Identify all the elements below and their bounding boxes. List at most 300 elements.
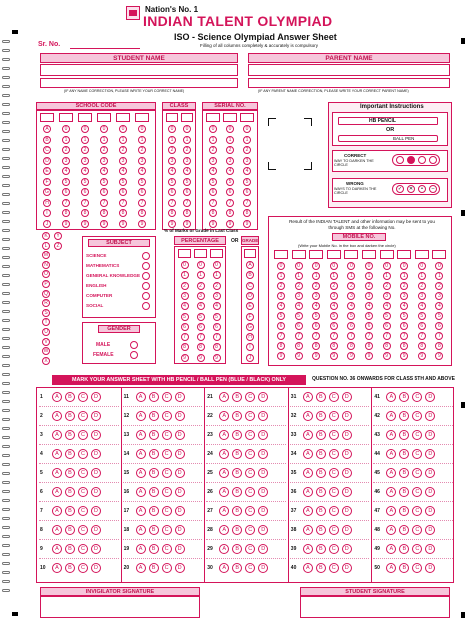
answer-bubble[interactable]: D xyxy=(425,487,435,497)
mobile-bubble[interactable]: 6 xyxy=(347,322,355,330)
mobile-bubble[interactable]: 1 xyxy=(400,272,408,280)
answer-bubble[interactable]: C xyxy=(245,487,255,497)
answer-bubble[interactable]: C xyxy=(412,506,422,516)
answer-bubble[interactable]: B xyxy=(399,411,409,421)
serial-bubble[interactable]: 9 xyxy=(226,220,234,228)
serial-bubble[interactable]: 6 xyxy=(209,188,217,196)
answer-bubble[interactable]: A xyxy=(52,563,62,573)
serial-bubble[interactable]: 1 xyxy=(209,136,217,144)
mobile-bubble[interactable]: 4 xyxy=(418,302,426,310)
school-code-bubble[interactable]: E xyxy=(43,167,51,175)
answer-bubble[interactable]: D xyxy=(175,506,185,516)
answer-bubble[interactable]: C xyxy=(78,525,88,535)
answer-bubble[interactable]: A xyxy=(219,563,229,573)
invigilator-signature-field[interactable] xyxy=(40,596,200,618)
answer-bubble[interactable]: C xyxy=(245,468,255,478)
serial-bubble[interactable]: 2 xyxy=(243,146,251,154)
alphabet-bubble[interactable]: L xyxy=(42,242,50,250)
class-bubble[interactable]: 9 xyxy=(183,220,191,228)
answer-bubble[interactable]: B xyxy=(399,468,409,478)
mobile-bubble[interactable]: 1 xyxy=(435,272,443,280)
answer-bubble[interactable]: C xyxy=(329,411,339,421)
serial-bubble[interactable]: 5 xyxy=(226,178,234,186)
answer-bubble[interactable]: C xyxy=(329,544,339,554)
mobile-bubble[interactable]: 3 xyxy=(418,292,426,300)
mobile-bubble[interactable]: 2 xyxy=(365,282,373,290)
serial-bubble[interactable]: 0 xyxy=(243,125,251,133)
answer-bubble[interactable]: A xyxy=(52,392,62,402)
answer-bubble[interactable]: B xyxy=(149,525,159,535)
answer-bubble[interactable]: C xyxy=(78,506,88,516)
answer-bubble[interactable]: B xyxy=(149,563,159,573)
answer-bubble[interactable]: C xyxy=(412,430,422,440)
answer-bubble[interactable]: A xyxy=(386,430,396,440)
mobile-bubble[interactable]: 3 xyxy=(295,292,303,300)
answer-bubble[interactable]: B xyxy=(149,506,159,516)
mobile-bubble[interactable]: 5 xyxy=(347,312,355,320)
mobile-bubble[interactable]: 6 xyxy=(277,322,285,330)
serial-bubble[interactable]: 2 xyxy=(209,146,217,154)
answer-bubble[interactable]: C xyxy=(162,468,172,478)
school-code-bubble[interactable]: 1 xyxy=(81,136,89,144)
answer-bubble[interactable]: C xyxy=(162,525,172,535)
school-code-bubble[interactable]: 3 xyxy=(119,157,127,165)
serial-bubble[interactable]: 3 xyxy=(209,157,217,165)
school-code-bubble[interactable]: 4 xyxy=(81,167,89,175)
school-code-bubble[interactable]: 7 xyxy=(81,199,89,207)
mobile-bubble[interactable]: 9 xyxy=(383,352,391,360)
answer-bubble[interactable]: D xyxy=(342,430,352,440)
grade-bubble[interactable]: J xyxy=(246,354,254,362)
grade-bubble[interactable]: B xyxy=(246,271,254,279)
mobile-bubble[interactable]: 5 xyxy=(312,312,320,320)
school-code-bubble[interactable]: 8 xyxy=(119,209,127,217)
answer-bubble[interactable]: D xyxy=(258,449,268,459)
class-bubble[interactable]: 0 xyxy=(168,125,176,133)
answer-bubble[interactable]: B xyxy=(316,506,326,516)
mobile-bubble[interactable]: 8 xyxy=(365,342,373,350)
answer-bubble[interactable]: C xyxy=(162,544,172,554)
serial-bubble[interactable]: 9 xyxy=(243,220,251,228)
answer-bubble[interactable]: B xyxy=(149,544,159,554)
mobile-bubble[interactable]: 3 xyxy=(365,292,373,300)
percentage-bubble[interactable]: 3 xyxy=(181,292,189,300)
mobile-bubble[interactable]: 4 xyxy=(330,302,338,310)
mobile-bubble[interactable]: 9 xyxy=(312,352,320,360)
answer-bubble[interactable]: D xyxy=(425,468,435,478)
mobile-bubble[interactable]: 1 xyxy=(312,272,320,280)
mobile-bubble[interactable]: 0 xyxy=(383,262,391,270)
mobile-bubble[interactable]: 2 xyxy=(418,282,426,290)
grade-bubble[interactable]: I xyxy=(246,343,254,351)
answer-bubble[interactable]: C xyxy=(245,563,255,573)
grade-bubble[interactable]: F xyxy=(246,313,254,321)
serial-entry-box[interactable] xyxy=(240,113,254,122)
answer-bubble[interactable]: A xyxy=(303,468,313,478)
school-code-bubble[interactable]: C xyxy=(43,146,51,154)
percentage-bubble[interactable]: 9 xyxy=(213,354,221,362)
mobile-bubble[interactable]: 0 xyxy=(418,262,426,270)
answer-bubble[interactable]: C xyxy=(245,449,255,459)
subject-bubble[interactable] xyxy=(142,252,150,260)
answer-bubble[interactable]: A xyxy=(386,525,396,535)
school-code-bubble[interactable]: 7 xyxy=(100,199,108,207)
mobile-bubble[interactable]: 1 xyxy=(295,272,303,280)
answer-bubble[interactable]: B xyxy=(232,563,242,573)
mobile-bubble[interactable]: 4 xyxy=(400,302,408,310)
percentage-bubble[interactable]: 6 xyxy=(213,323,221,331)
class-bubble[interactable]: 5 xyxy=(168,178,176,186)
parent-name-correction-field[interactable] xyxy=(248,78,450,88)
answer-bubble[interactable]: B xyxy=(149,392,159,402)
serial-bubble[interactable]: 1 xyxy=(243,136,251,144)
school-code-bubble[interactable]: 9 xyxy=(100,220,108,228)
answer-bubble[interactable]: C xyxy=(329,392,339,402)
class-bubble[interactable]: 2 xyxy=(168,146,176,154)
serial-bubble[interactable]: 7 xyxy=(226,199,234,207)
answer-bubble[interactable]: C xyxy=(329,430,339,440)
serial-bubble[interactable]: 4 xyxy=(243,167,251,175)
mobile-bubble[interactable]: 3 xyxy=(330,292,338,300)
mobile-bubble[interactable]: 0 xyxy=(330,262,338,270)
school-code-bubble[interactable]: B xyxy=(43,136,51,144)
mobile-bubble[interactable]: 7 xyxy=(295,332,303,340)
answer-bubble[interactable]: D xyxy=(175,392,185,402)
percentage-entry-box[interactable] xyxy=(178,249,191,258)
mobile-bubble[interactable]: 3 xyxy=(312,292,320,300)
answer-bubble[interactable]: D xyxy=(91,544,101,554)
alphabet-bubble[interactable]: S xyxy=(42,309,50,317)
answer-bubble[interactable]: D xyxy=(175,449,185,459)
answer-bubble[interactable]: B xyxy=(399,392,409,402)
serial-bubble[interactable]: 3 xyxy=(226,157,234,165)
mobile-entry-box[interactable] xyxy=(274,250,288,259)
answer-bubble[interactable]: B xyxy=(399,563,409,573)
answer-bubble[interactable]: C xyxy=(162,392,172,402)
serial-bubble[interactable]: 0 xyxy=(226,125,234,133)
school-code-bubble[interactable]: 0 xyxy=(62,125,70,133)
class-bubble[interactable]: 2 xyxy=(183,146,191,154)
answer-bubble[interactable]: D xyxy=(425,525,435,535)
answer-bubble[interactable]: D xyxy=(425,392,435,402)
answer-bubble[interactable]: D xyxy=(175,468,185,478)
grade-entry-box[interactable] xyxy=(244,249,256,258)
school-code-bubble[interactable]: 9 xyxy=(81,220,89,228)
percentage-bubble[interactable]: 0 xyxy=(213,261,221,269)
percentage-bubble[interactable]: 1 xyxy=(213,271,221,279)
serial-bubble[interactable]: 5 xyxy=(209,178,217,186)
answer-bubble[interactable]: A xyxy=(52,525,62,535)
answer-bubble[interactable]: D xyxy=(91,487,101,497)
mobile-entry-box[interactable] xyxy=(344,250,358,259)
answer-bubble[interactable]: C xyxy=(412,487,422,497)
answer-bubble[interactable]: A xyxy=(52,411,62,421)
alphabet-bubble[interactable]: O xyxy=(42,270,50,278)
answer-bubble[interactable]: B xyxy=(149,468,159,478)
class-bubble[interactable]: 0 xyxy=(183,125,191,133)
school-code-bubble[interactable]: 1 xyxy=(119,136,127,144)
school-code-bubble[interactable]: 2 xyxy=(62,146,70,154)
alphabet-bubble[interactable]: M xyxy=(43,252,49,259)
class-bubble[interactable]: 1 xyxy=(183,136,191,144)
answer-bubble[interactable]: D xyxy=(342,544,352,554)
serial-bubble[interactable]: 9 xyxy=(209,220,217,228)
mobile-bubble[interactable]: 6 xyxy=(400,322,408,330)
serial-entry-box[interactable] xyxy=(206,113,220,122)
mobile-bubble[interactable]: 9 xyxy=(295,352,303,360)
answer-bubble[interactable]: D xyxy=(258,392,268,402)
answer-bubble[interactable]: C xyxy=(78,392,88,402)
mobile-bubble[interactable]: 8 xyxy=(330,342,338,350)
answer-bubble[interactable]: C xyxy=(245,525,255,535)
school-code-entry-box[interactable] xyxy=(59,113,73,122)
answer-bubble[interactable]: D xyxy=(342,449,352,459)
answer-bubble[interactable]: D xyxy=(425,563,435,573)
percentage-bubble[interactable]: 7 xyxy=(213,333,221,341)
answer-bubble[interactable]: B xyxy=(232,544,242,554)
answer-bubble[interactable]: D xyxy=(425,449,435,459)
mobile-bubble[interactable]: 6 xyxy=(365,322,373,330)
school-code-bubble[interactable]: A xyxy=(43,125,51,133)
mobile-bubble[interactable]: 7 xyxy=(383,332,391,340)
answer-bubble[interactable]: A xyxy=(136,411,146,421)
mobile-bubble[interactable]: 5 xyxy=(400,312,408,320)
answer-bubble[interactable]: B xyxy=(149,411,159,421)
answer-bubble[interactable]: C xyxy=(329,449,339,459)
mobile-bubble[interactable]: 9 xyxy=(418,352,426,360)
answer-bubble[interactable]: C xyxy=(245,544,255,554)
answer-bubble[interactable]: D xyxy=(425,411,435,421)
mobile-bubble[interactable]: 4 xyxy=(435,302,443,310)
mobile-bubble[interactable]: 2 xyxy=(400,282,408,290)
mobile-bubble[interactable]: 0 xyxy=(400,262,408,270)
mobile-bubble[interactable]: 3 xyxy=(383,292,391,300)
answer-bubble[interactable]: A xyxy=(136,392,146,402)
mobile-bubble[interactable]: 2 xyxy=(383,282,391,290)
school-code-bubble[interactable]: 2 xyxy=(81,146,89,154)
mobile-bubble[interactable]: 7 xyxy=(435,332,443,340)
percentage-bubble[interactable]: 8 xyxy=(197,343,205,351)
answer-bubble[interactable]: A xyxy=(219,392,229,402)
class-bubble[interactable]: 7 xyxy=(183,199,191,207)
answer-bubble[interactable]: C xyxy=(78,468,88,478)
mobile-bubble[interactable]: 2 xyxy=(312,282,320,290)
mobile-entry-box[interactable] xyxy=(327,250,341,259)
mobile-bubble[interactable]: 3 xyxy=(435,292,443,300)
mobile-bubble[interactable]: 8 xyxy=(295,342,303,350)
serial-bubble[interactable]: 2 xyxy=(226,146,234,154)
mobile-bubble[interactable]: 7 xyxy=(365,332,373,340)
answer-bubble[interactable]: B xyxy=(316,544,326,554)
answer-bubble[interactable]: A xyxy=(386,487,396,497)
answer-bubble[interactable]: B xyxy=(149,430,159,440)
answer-bubble[interactable]: B xyxy=(316,449,326,459)
answer-bubble[interactable]: B xyxy=(65,506,75,516)
class-bubble[interactable]: 5 xyxy=(183,178,191,186)
answer-bubble[interactable]: A xyxy=(136,487,146,497)
class-bubble[interactable]: 3 xyxy=(168,157,176,165)
sr-no-field[interactable] xyxy=(70,40,140,49)
percentage-bubble[interactable]: 3 xyxy=(197,292,205,300)
school-code-bubble[interactable]: H xyxy=(43,199,51,207)
school-code-bubble[interactable]: 4 xyxy=(138,167,146,175)
serial-bubble[interactable]: 7 xyxy=(243,199,251,207)
mobile-bubble[interactable]: 4 xyxy=(277,302,285,310)
school-code-bubble[interactable]: F xyxy=(43,178,51,186)
school-code-bubble[interactable]: 6 xyxy=(62,188,70,196)
grade-bubble[interactable]: E xyxy=(246,302,254,310)
mobile-bubble[interactable]: 1 xyxy=(330,272,338,280)
answer-bubble[interactable]: A xyxy=(219,411,229,421)
percentage-bubble[interactable]: 6 xyxy=(197,323,205,331)
answer-bubble[interactable]: A xyxy=(52,468,62,478)
answer-bubble[interactable]: A xyxy=(303,506,313,516)
percentage-bubble[interactable]: 7 xyxy=(181,333,189,341)
percentage-bubble[interactable]: 5 xyxy=(213,313,221,321)
mobile-bubble[interactable]: 3 xyxy=(347,292,355,300)
answer-bubble[interactable]: C xyxy=(78,544,88,554)
answer-bubble[interactable]: C xyxy=(412,411,422,421)
answer-bubble[interactable]: B xyxy=(399,430,409,440)
mobile-bubble[interactable]: 2 xyxy=(435,282,443,290)
school-code-bubble[interactable]: 5 xyxy=(119,178,127,186)
answer-bubble[interactable]: B xyxy=(65,468,75,478)
alphabet-bubble[interactable]: U xyxy=(42,328,50,336)
school-code-bubble[interactable]: 7 xyxy=(138,199,146,207)
percentage-bubble[interactable]: 2 xyxy=(197,282,205,290)
serial-bubble[interactable]: 4 xyxy=(209,167,217,175)
answer-bubble[interactable]: C xyxy=(78,563,88,573)
answer-bubble[interactable]: B xyxy=(232,449,242,459)
school-code-bubble[interactable]: 0 xyxy=(81,125,89,133)
answer-bubble[interactable]: B xyxy=(65,544,75,554)
mobile-bubble[interactable]: 9 xyxy=(435,352,443,360)
mobile-bubble[interactable]: 9 xyxy=(347,352,355,360)
answer-bubble[interactable]: A xyxy=(386,449,396,459)
mobile-bubble[interactable]: 7 xyxy=(418,332,426,340)
mobile-entry-box[interactable] xyxy=(415,250,429,259)
class-bubble[interactable]: 3 xyxy=(183,157,191,165)
mobile-bubble[interactable]: 3 xyxy=(277,292,285,300)
answer-bubble[interactable]: A xyxy=(219,506,229,516)
alphabet-bubble[interactable]: W xyxy=(43,348,49,355)
school-code-bubble[interactable]: 8 xyxy=(100,209,108,217)
answer-bubble[interactable]: A xyxy=(303,544,313,554)
school-code-bubble[interactable]: 6 xyxy=(138,188,146,196)
student-name-field[interactable] xyxy=(40,64,238,76)
school-code-bubble[interactable]: 6 xyxy=(81,188,89,196)
subject-bubble[interactable] xyxy=(142,262,150,270)
school-code-bubble[interactable]: 5 xyxy=(62,178,70,186)
serial-bubble[interactable]: 4 xyxy=(226,167,234,175)
percentage-bubble[interactable]: 6 xyxy=(181,323,189,331)
mobile-bubble[interactable]: 0 xyxy=(347,262,355,270)
answer-bubble[interactable]: B xyxy=(232,525,242,535)
answer-bubble[interactable]: D xyxy=(91,563,101,573)
mobile-bubble[interactable]: 7 xyxy=(347,332,355,340)
mobile-bubble[interactable]: 7 xyxy=(312,332,320,340)
answer-bubble[interactable]: C xyxy=(162,506,172,516)
answer-bubble[interactable]: A xyxy=(386,411,396,421)
mobile-bubble[interactable]: 4 xyxy=(312,302,320,310)
answer-bubble[interactable]: B xyxy=(65,430,75,440)
answer-bubble[interactable]: D xyxy=(258,487,268,497)
answer-bubble[interactable]: B xyxy=(65,525,75,535)
answer-bubble[interactable]: B xyxy=(232,411,242,421)
answer-bubble[interactable]: D xyxy=(342,392,352,402)
answer-bubble[interactable]: A xyxy=(52,544,62,554)
answer-bubble[interactable]: C xyxy=(245,430,255,440)
school-code-bubble[interactable]: 1 xyxy=(138,136,146,144)
answer-bubble[interactable]: D xyxy=(175,544,185,554)
answer-bubble[interactable]: B xyxy=(65,392,75,402)
answer-bubble[interactable]: A xyxy=(303,411,313,421)
mobile-bubble[interactable]: 1 xyxy=(418,272,426,280)
answer-bubble[interactable]: B xyxy=(232,506,242,516)
percentage-bubble[interactable]: 3 xyxy=(213,292,221,300)
answer-bubble[interactable]: A xyxy=(303,392,313,402)
answer-bubble[interactable]: A xyxy=(52,487,62,497)
alphabet-bubble[interactable]: K xyxy=(42,232,50,240)
answer-bubble[interactable]: C xyxy=(329,506,339,516)
percentage-entry-box[interactable] xyxy=(210,249,223,258)
answer-bubble[interactable]: C xyxy=(412,563,422,573)
mobile-bubble[interactable]: 9 xyxy=(330,352,338,360)
answer-bubble[interactable]: D xyxy=(258,544,268,554)
mobile-bubble[interactable]: 5 xyxy=(383,312,391,320)
mobile-bubble[interactable]: 1 xyxy=(277,272,285,280)
school-code-bubble[interactable]: 9 xyxy=(62,220,70,228)
answer-bubble[interactable]: A xyxy=(136,468,146,478)
answer-bubble[interactable]: C xyxy=(329,487,339,497)
grade-bubble[interactable]: A xyxy=(246,261,254,269)
school-code-bubble[interactable]: 5 xyxy=(81,178,89,186)
mobile-bubble[interactable]: 5 xyxy=(418,312,426,320)
answer-bubble[interactable]: B xyxy=(149,487,159,497)
alphabet-bubble[interactable]: Z xyxy=(54,242,62,250)
mobile-bubble[interactable]: 5 xyxy=(277,312,285,320)
mobile-bubble[interactable]: 6 xyxy=(383,322,391,330)
answer-bubble[interactable]: C xyxy=(162,411,172,421)
answer-bubble[interactable]: D xyxy=(91,430,101,440)
subject-bubble[interactable] xyxy=(142,282,150,290)
school-code-bubble[interactable]: 5 xyxy=(138,178,146,186)
answer-bubble[interactable]: A xyxy=(136,544,146,554)
mobile-bubble[interactable]: 4 xyxy=(365,302,373,310)
mobile-bubble[interactable]: 6 xyxy=(418,322,426,330)
answer-bubble[interactable]: D xyxy=(258,563,268,573)
answer-bubble[interactable]: A xyxy=(136,525,146,535)
answer-bubble[interactable]: A xyxy=(386,506,396,516)
percentage-bubble[interactable]: 1 xyxy=(197,271,205,279)
school-code-bubble[interactable]: 0 xyxy=(100,125,108,133)
answer-bubble[interactable]: D xyxy=(342,468,352,478)
mobile-entry-box[interactable] xyxy=(309,250,323,259)
answer-bubble[interactable]: B xyxy=(232,468,242,478)
answer-bubble[interactable]: B xyxy=(316,411,326,421)
mobile-entry-box[interactable] xyxy=(362,250,376,259)
answer-bubble[interactable]: D xyxy=(258,430,268,440)
answer-bubble[interactable]: D xyxy=(91,411,101,421)
serial-bubble[interactable]: 8 xyxy=(243,209,251,217)
answer-bubble[interactable]: C xyxy=(412,544,422,554)
grade-bubble[interactable]: H xyxy=(246,333,254,341)
mobile-bubble[interactable]: 1 xyxy=(365,272,373,280)
answer-bubble[interactable]: D xyxy=(258,525,268,535)
answer-bubble[interactable]: D xyxy=(258,468,268,478)
school-code-bubble[interactable]: 0 xyxy=(138,125,146,133)
mobile-bubble[interactable]: 0 xyxy=(312,262,320,270)
